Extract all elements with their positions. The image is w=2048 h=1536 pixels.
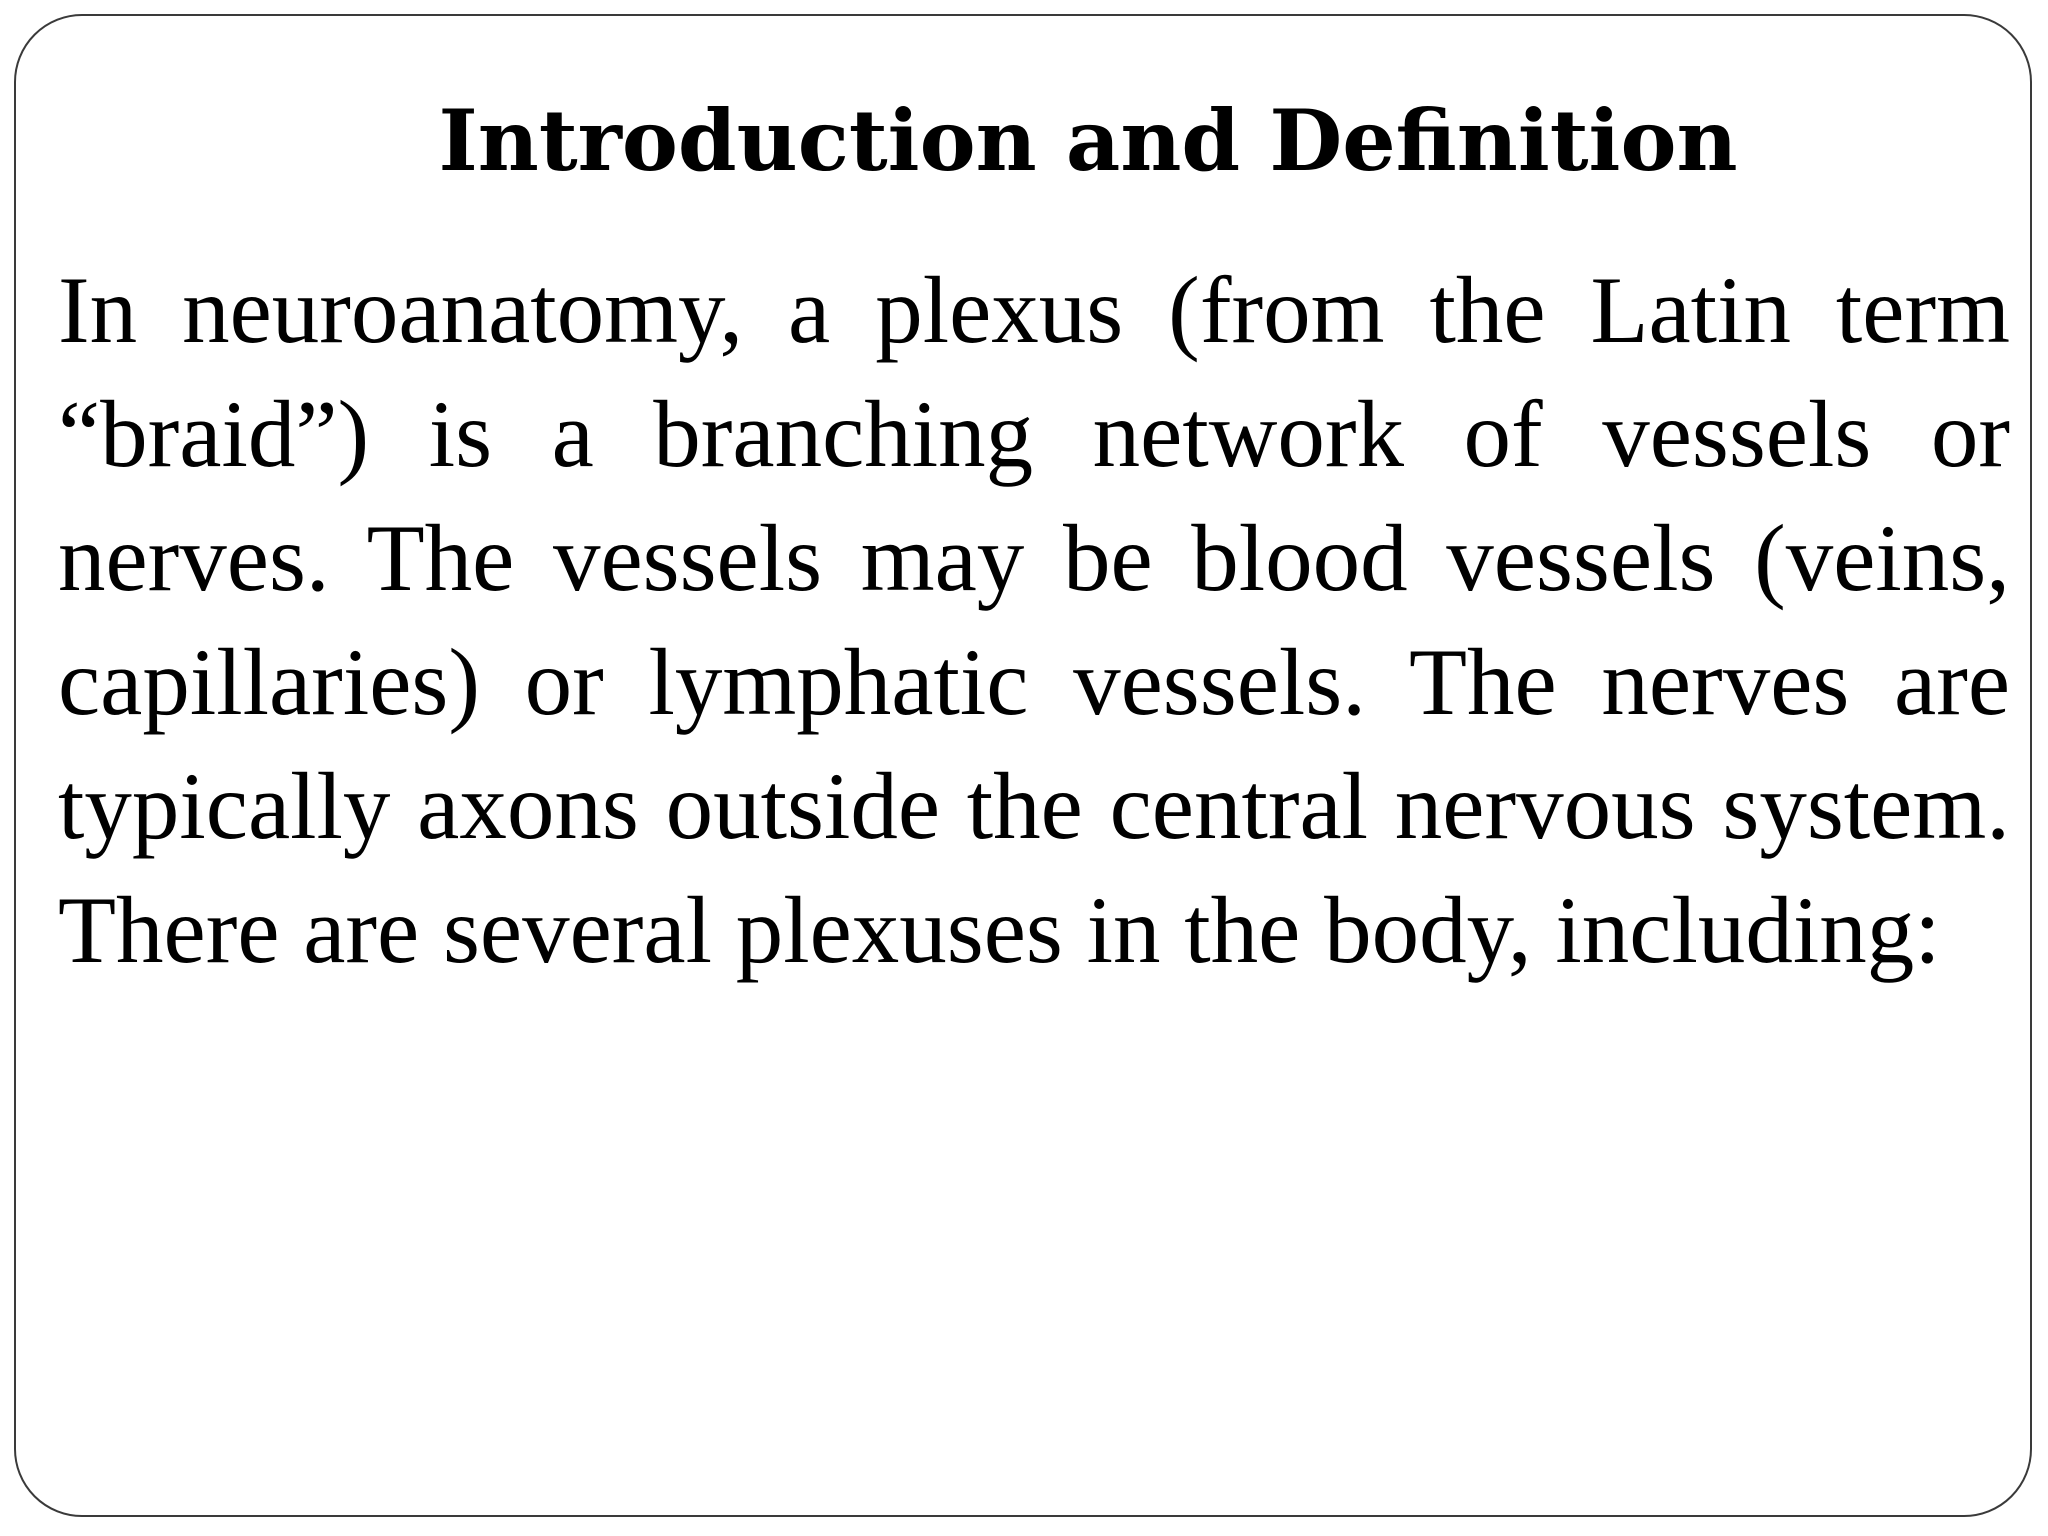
slide-frame	[14, 14, 2032, 1517]
slide-title: Introduction and Definition	[438, 91, 1738, 190]
slide-body-text: In neuroanatomy, a plexus (from the Latin term “braid”) is a branching network of vessels or nerves. The vessels may be blood vessels (veins, capillaries) or lymphatic vessels. The nerves are typically axons outside the central nervous system. There are several plexuses in the body, including:	[58, 257, 2010, 983]
